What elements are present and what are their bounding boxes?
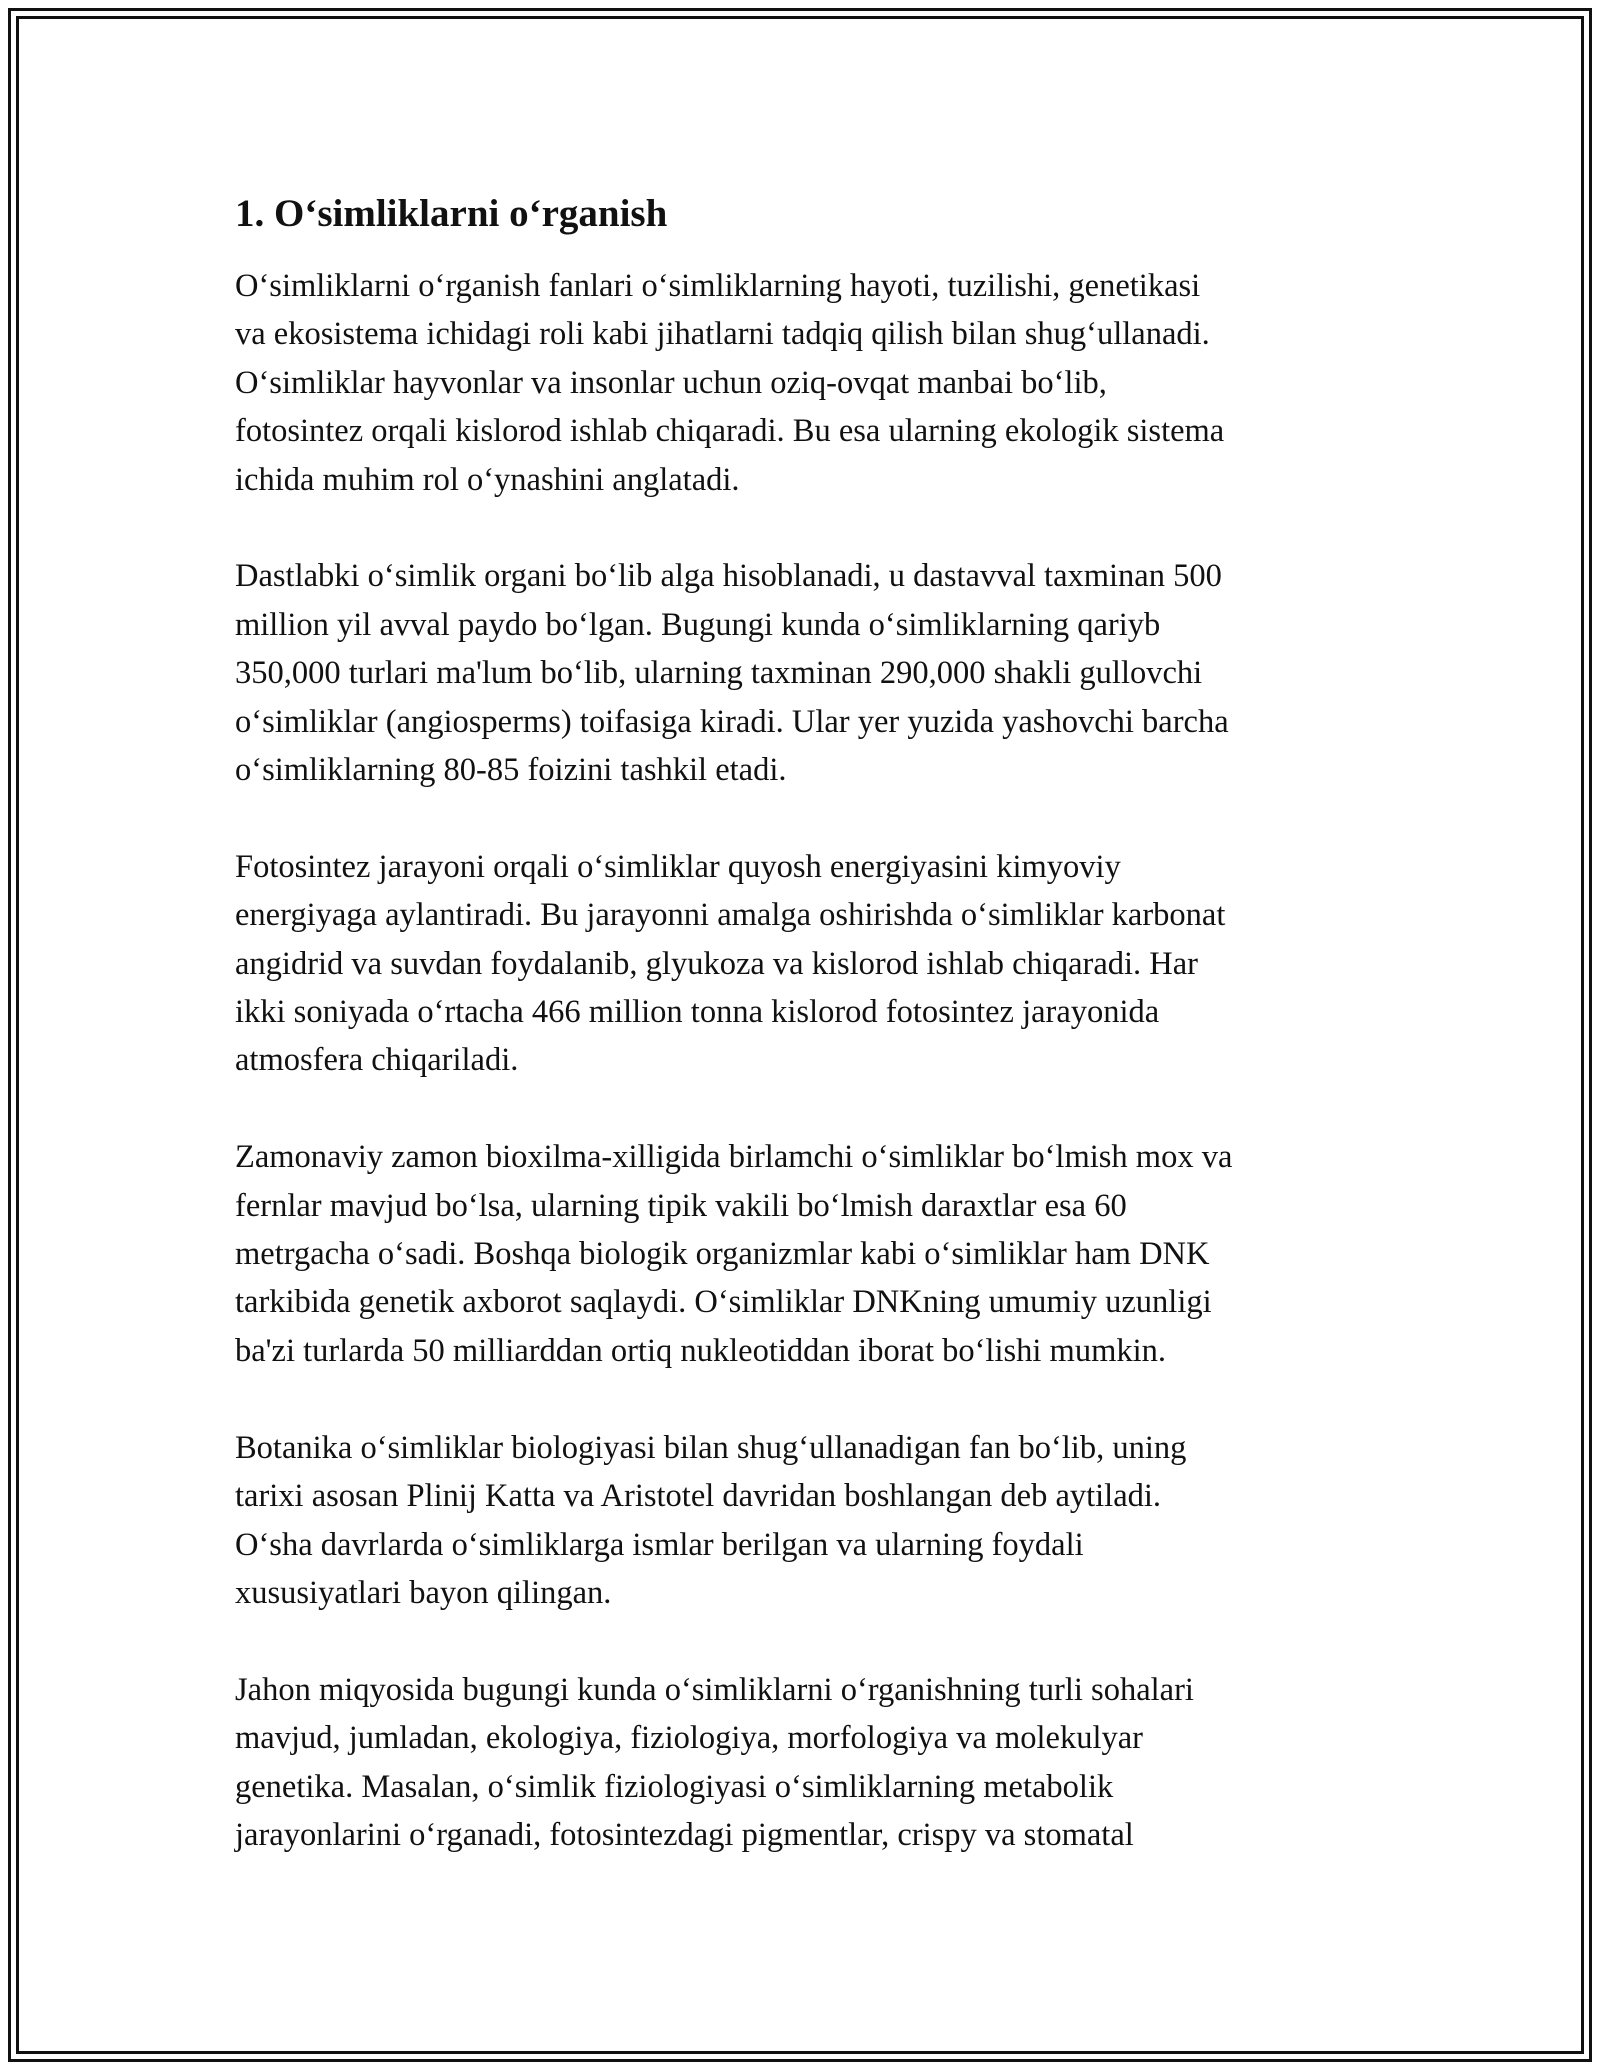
text-line: Dastlabki o‘simlik organi bo‘lib alga hisoblanadi, u dastavval taxminan 500 <box>235 558 1222 595</box>
text-line: Zamonaviy zamon bioxilma-xilligida birlamchi o‘simliklar bo‘lmish mox va <box>235 1139 1233 1176</box>
text-line: O‘sha davrlarda o‘simliklarga ismlar berilgan va ularning foydali <box>235 1526 1084 1563</box>
text-line: ichida muhim rol o‘ynashini anglatadi. <box>235 461 740 498</box>
text-line: xususiyatlari bayon qilingan. <box>235 1574 612 1611</box>
text-line: va ekosistema ichidagi roli kabi jihatlarni tadqiq qilish bilan shug‘ullanadi. <box>235 316 1210 353</box>
text-line: O‘simliklarni o‘rganish fanlari o‘simliklarning hayoti, tuzilishi, genetikasi <box>235 268 1201 304</box>
paragraph-6 <box>235 1666 1375 1860</box>
text-line: Fotosintez jarayoni orqali o‘simliklar quyosh energiyasini kimyoviy <box>235 848 1121 885</box>
text-line: 350,000 turlari ma'lum bo‘lib, ularning taxminan 290,000 shakli gullovchi <box>235 655 1203 692</box>
text-line: energiyaga aylantiradi. Bu jarayonni amalga oshirishda o‘simliklar karbonat <box>235 897 1226 934</box>
text-line: ikki soniyada o‘rtacha 466 million tonna kislorod fotosintez jarayonida <box>235 994 1160 1031</box>
paragraph-3 <box>235 843 1375 1085</box>
text-line: ba'zi turlarda 50 milliarddan ortiq nukleotiddan iborat bo‘lishi mumkin. <box>235 1332 1167 1369</box>
text-line: tarkibida genetik axborot saqlaydi. O‘simliklar DNKning umumiy uzunligi <box>235 1284 1212 1321</box>
text-line: o‘simliklar (angiosperms) toifasiga kiradi. Ular yer yuzida yashovchi barcha <box>235 703 1229 740</box>
text-line: mavjud, jumladan, ekologiya, fiziologiya, morfologiya va molekulyar <box>235 1720 1143 1757</box>
paragraph-1 <box>235 262 1375 504</box>
paragraph-2 <box>235 552 1375 794</box>
text-line: tarixi asosan Plinij Katta va Aristotel davridan boshlangan deb aytiladi. <box>235 1478 1162 1515</box>
text-line: million yil avval paydo bo‘lgan. Bugungi kunda o‘simliklarning qariyb <box>235 606 1161 643</box>
paragraph-5 <box>235 1424 1375 1618</box>
text-line: atmosfera chiqariladi. <box>235 1042 519 1079</box>
text-line: angidrid va suvdan foydalanib, glyukoza va kislorod ishlab chiqaradi. Har <box>235 945 1199 982</box>
text-line: Botanika o‘simliklar biologiyasi bilan shug‘ullanadigan fan bo‘lib, uning <box>235 1429 1187 1466</box>
text-line: genetika. Masalan, o‘simlik fiziologiyasi o‘simliklarning metabolik <box>235 1768 1114 1805</box>
text-line: fotosintez orqali kislorod ishlab chiqaradi. Bu esa ularning ekologik sistema <box>235 413 1225 450</box>
text-line: jarayonlarini o‘rganadi, fotosintezdagi pigmentlar, crispy va stomatal <box>235 1816 1134 1853</box>
document-body <box>235 186 1375 1908</box>
text-line: fernlar mavjud bo‘lsa, ularning tipik vakili bo‘lmish daraxtlar esa 60 <box>235 1187 1127 1224</box>
text-line: Jahon miqyosida bugungi kunda o‘simliklarni o‘rganishning turli sohalari <box>235 1671 1194 1708</box>
text-line: o‘simliklarning 80-85 foizini tashkil etadi. <box>235 752 787 789</box>
paragraph-4 <box>235 1133 1375 1375</box>
section-heading: 1. O‘simliklarni o‘rganish <box>235 192 668 235</box>
text-line: metrgacha o‘sadi. Boshqa biologik organizmlar kabi o‘simliklar ham DNK <box>235 1236 1210 1273</box>
text-line: O‘simliklar hayvonlar va insonlar uchun oziq-ovqat manbai bo‘lib, <box>235 364 1107 401</box>
